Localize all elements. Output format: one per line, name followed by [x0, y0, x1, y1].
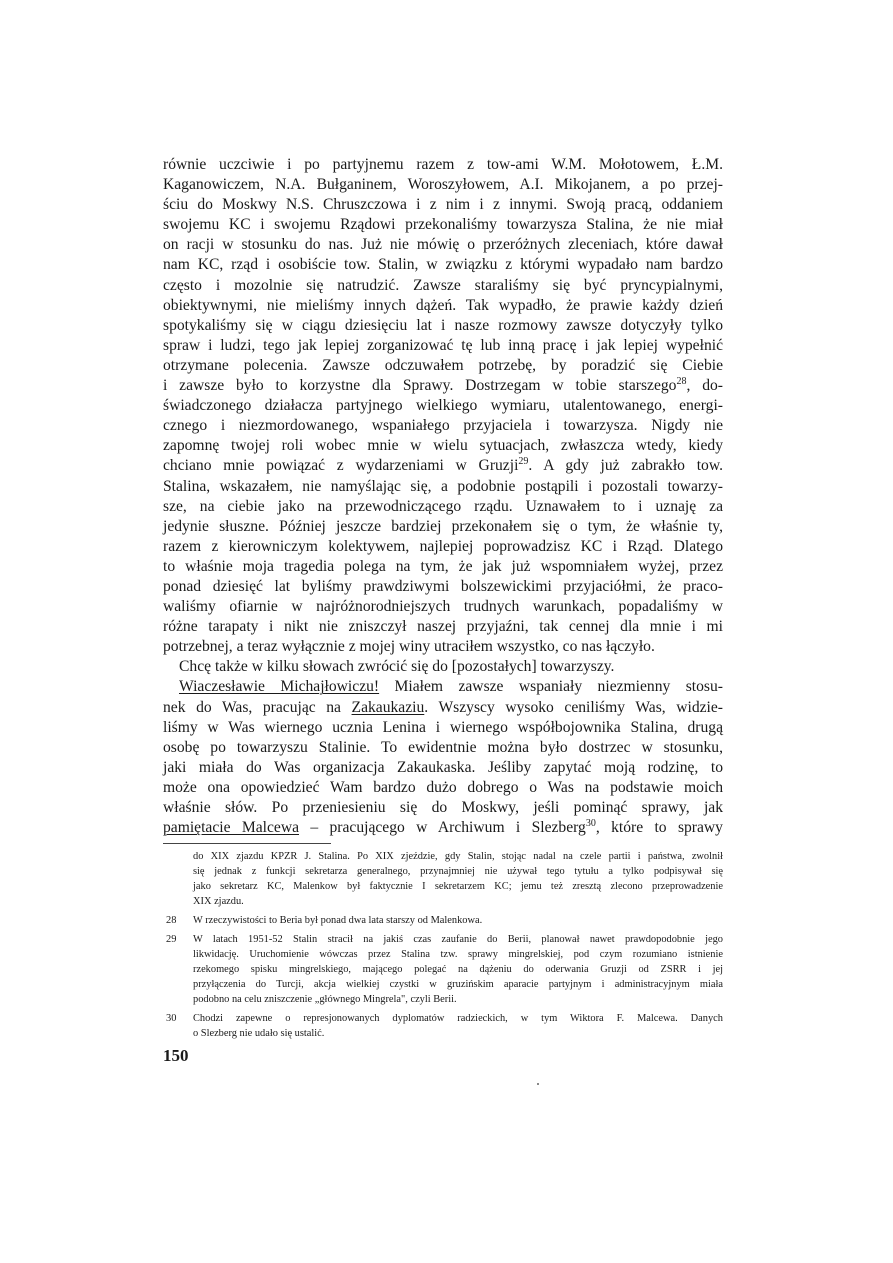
footnote — [163, 913, 723, 928]
text-segment: zapomnę twojej roli wobec mnie w wielu sytuacjach, zwłaszcza wtedy, kiedy — [163, 437, 723, 455]
underlined-text: Wiaczesławie Michajłowiczu! — [179, 678, 380, 696]
page-number: 150 — [163, 1046, 189, 1065]
text-segment: to właśnie moja tragedia polega na tym, że jak już wspomniałem wyżej, przez — [163, 557, 723, 575]
text-line — [163, 477, 723, 497]
footnote-number: 28 — [166, 915, 177, 926]
text-line — [163, 276, 723, 296]
text-line — [163, 416, 723, 436]
footnote-line: rzekomego spisku mingrelskiego, mającego polegać na dążeniu do oderwania Gruzji od ZSRR i jej — [193, 964, 723, 975]
text-segment: jedynie słuszne. Później jeszcze bardziej przekonałem się o tym, że właśnie ty, — [163, 517, 723, 535]
footnote-ref: 28 — [676, 376, 687, 388]
footnote-line: przyłączenia do Turcji, akcja wielkiej czystki w gruzińskim aparacie partyjnym i administracyjnym miała — [193, 979, 723, 990]
footnote-number: 29 — [166, 934, 177, 945]
text-line — [163, 577, 723, 597]
text-segment: . A gdy już zabrakło tow. — [528, 457, 724, 475]
footnote-line: jako sekretarz KC, Malenkow był faktycznie I sekretarzem KC; jemu też zresztą zlecono przeprowadzenie — [193, 881, 723, 892]
text-segment: Miałem zawsze wspaniały niezmienny stosu- — [379, 678, 723, 696]
main-text — [163, 155, 723, 838]
footnote-line: W latach 1951-52 Stalin stracił na jakiś czas zaufanie do Berii, planował nawet prawdopodobnie jego — [193, 934, 723, 945]
text-segment: właśnie słów. Po przeniesieniu się do Moskwy, jeśli pominąć sprawy, jak — [163, 799, 723, 816]
underlined-text: pamiętacie Malcewa — [163, 819, 300, 837]
scan-speck — [537, 1083, 539, 1085]
text-line — [163, 456, 723, 476]
footnote-line: Chodzi zapewne o represjonowanych dyplomatów radzieckich, w tym Wiktora F. Malcewa. Danych — [193, 1013, 723, 1024]
text-line — [163, 738, 723, 758]
underlined-text: Zakaukaziu — [351, 698, 425, 716]
footnote-line: do XIX zjazdu KPZR J. Stalina. Po XIX zjeździe, gdy Stalin, stojąc nadal na czele partii i państwa, zwolnił — [193, 851, 723, 862]
text-segment: równie uczciwie i po partyjnemu razem z tow-ami W.M. Mołotowem, Ł.M. — [163, 156, 723, 173]
text-line — [163, 195, 723, 215]
text-segment: i zawsze było to korzystne dla Sprawy. Dostrzegam w tobie starszego — [163, 377, 677, 395]
text-segment: Stalina, wskazałem, nie namyślając się, a podobnie postąpili i pozostali towarzy- — [163, 477, 723, 495]
text-line — [163, 557, 723, 577]
text-line — [163, 758, 723, 778]
text-line — [163, 255, 723, 275]
text-segment: Kaganowiczem, N.A. Bułganinem, Woroszyłowem, A.I. Mikojanem, a po przej- — [163, 176, 723, 194]
text-segment: . Wszyscy wysoko ceniliśmy Was, widzie- — [424, 698, 723, 716]
text-line — [163, 657, 723, 677]
text-line — [163, 396, 723, 416]
text-line — [163, 798, 723, 818]
text-line — [163, 818, 723, 838]
text-segment: razem z kierowniczym kolektywem, najlepiej poprowadzisz KC i Rząd. Dlatego — [163, 537, 723, 555]
footnote-ref: 29 — [518, 456, 529, 468]
text-segment: obiektywnymi, nie mieliśmy innych dążeń. Tak wypadło, że prawie każdy dzień — [163, 296, 723, 314]
text-line — [163, 296, 723, 316]
footnote — [163, 849, 723, 909]
text-segment: potrzebnej, a teraz wyłącznie z mojej winy utraciłem wszystko, co nas łączyło. — [163, 638, 655, 656]
text-line — [163, 356, 723, 376]
text-segment: nek do Was, pracując na — [163, 698, 352, 716]
text-segment: sze, na ciebie jako na przewodniczącego rządu. Uznawałem to i uznaję za — [163, 497, 723, 515]
footnote-line: XIX zjazdu. — [193, 896, 244, 907]
text-line — [163, 235, 723, 255]
text-line — [163, 497, 723, 517]
text-segment: spraw i ludzi, tego jak lepiej zorganizować tę lub inną pracę i jak lepiej wypełnić — [163, 336, 723, 354]
text-line — [163, 376, 723, 396]
footnote-ref: 30 — [585, 818, 596, 830]
text-line — [163, 215, 723, 235]
text-segment: – pracującego w Archiwum i Slezberg — [299, 819, 586, 837]
text-line — [163, 597, 723, 617]
text-segment: różne tarapaty i nikt nie zniszczył naszej przyjaźni, tak cennej dla mnie i mi — [163, 618, 723, 636]
footnotes — [163, 849, 723, 1045]
text-segment: często i mozolnie się natrudzić. Zawsze staraliśmy się być pryncypialnymi, — [163, 276, 723, 294]
footnote-line: W rzeczywistości to Beria był ponad dwa lata starszy od Malenkowa. — [193, 915, 483, 926]
text-segment: , które to sprawy — [595, 819, 723, 837]
text-segment: ponad dziesięć lat byliśmy prawdziwymi bolszewickimi przyjaciółmi, że praco- — [163, 577, 723, 595]
text-segment: chciano mnie powiązać z wydarzeniami w Gruzji — [163, 457, 519, 475]
footnote — [163, 1011, 723, 1041]
text-segment: waliśmy ofiarnie w najróżnorodniejszych trudnych warunkach, popadaliśmy w — [163, 598, 723, 616]
text-segment: cznego i niezmordowanego, wspaniałego przyjaciela i towarzysza. Nigdy nie — [163, 417, 723, 435]
footnote-line: się jednak z funkcji sekretarza generalnego, przynajmniej nie używał tego tytułu a tylko podpisywał się — [193, 866, 723, 877]
text-line — [163, 718, 723, 738]
text-line — [163, 677, 723, 697]
footnote-divider — [163, 843, 331, 844]
text-segment: on racji w stosunku do nas. Już nie mówię o przeróżnych zleceniach, które dawał — [163, 236, 723, 254]
text-line — [163, 617, 723, 637]
text-line — [163, 698, 723, 718]
text-segment: otrzymane polecenia. Zawsze odczuwałem potrzebę, by poradzić się Ciebie — [163, 356, 723, 374]
text-line — [163, 175, 723, 195]
text-segment: liśmy w Was wiernego ucznia Lenina i wiernego współbojownika Stalina, drugą — [163, 718, 723, 736]
text-segment: spotykaliśmy się w ciągu dziesięciu lat i nasze rozmowy zawsze dotyczyły tylko — [163, 316, 723, 334]
text-line — [163, 778, 723, 798]
footnote-line: likwidację. Uruchomienie wówczas przez Stalina tzw. sprawy mingrelskiej, pod czym rozumiano istnienie — [193, 949, 723, 960]
text-line — [163, 316, 723, 336]
text-segment: swojemu KC i swojemu Rządowi przekonaliśmy towarzysza Stalina, że nie miał — [163, 216, 723, 234]
footnote — [163, 932, 723, 1007]
footnote-number: 30 — [166, 1013, 177, 1024]
footnote-line: podobno na celu zniszczenie „głównego Mingrela", czyli Berii. — [193, 994, 457, 1005]
text-segment: jaki miała do Was organizacja Zakaukaska. Jeśliby zapytać moją rodzinę, to — [163, 758, 723, 776]
text-segment: ściu do Moskwy N.S. Chruszczowa i z nim i z innymi. Swoją pracą, oddaniem — [163, 196, 723, 214]
text-segment: Chcę także w kilku słowach zwrócić się do [pozostałych] towarzyszy. — [179, 658, 615, 676]
text-line — [163, 155, 723, 175]
text-line — [163, 436, 723, 456]
text-segment: nam KC, rząd i osobiście tow. Stalin, w związku z którymi wypadało nam bardzo — [163, 256, 723, 274]
text-segment: może ona opowiedzieć Wam bardzo dużo dobrego o Was na podstawie moich — [163, 778, 723, 796]
footnote-line: o Slezberg nie udało się ustalić. — [193, 1028, 325, 1039]
text-segment: osobę po towarzyszu Stalinie. To ewidentnie można było dostrzec w stosunku, — [163, 738, 723, 756]
text-line — [163, 537, 723, 557]
text-line — [163, 336, 723, 356]
text-line — [163, 517, 723, 537]
text-line — [163, 637, 723, 657]
text-segment: świadczonego działacza partyjnego wielkiego wymiaru, utalentowanego, energi- — [163, 397, 723, 415]
text-segment: , do- — [686, 377, 723, 395]
